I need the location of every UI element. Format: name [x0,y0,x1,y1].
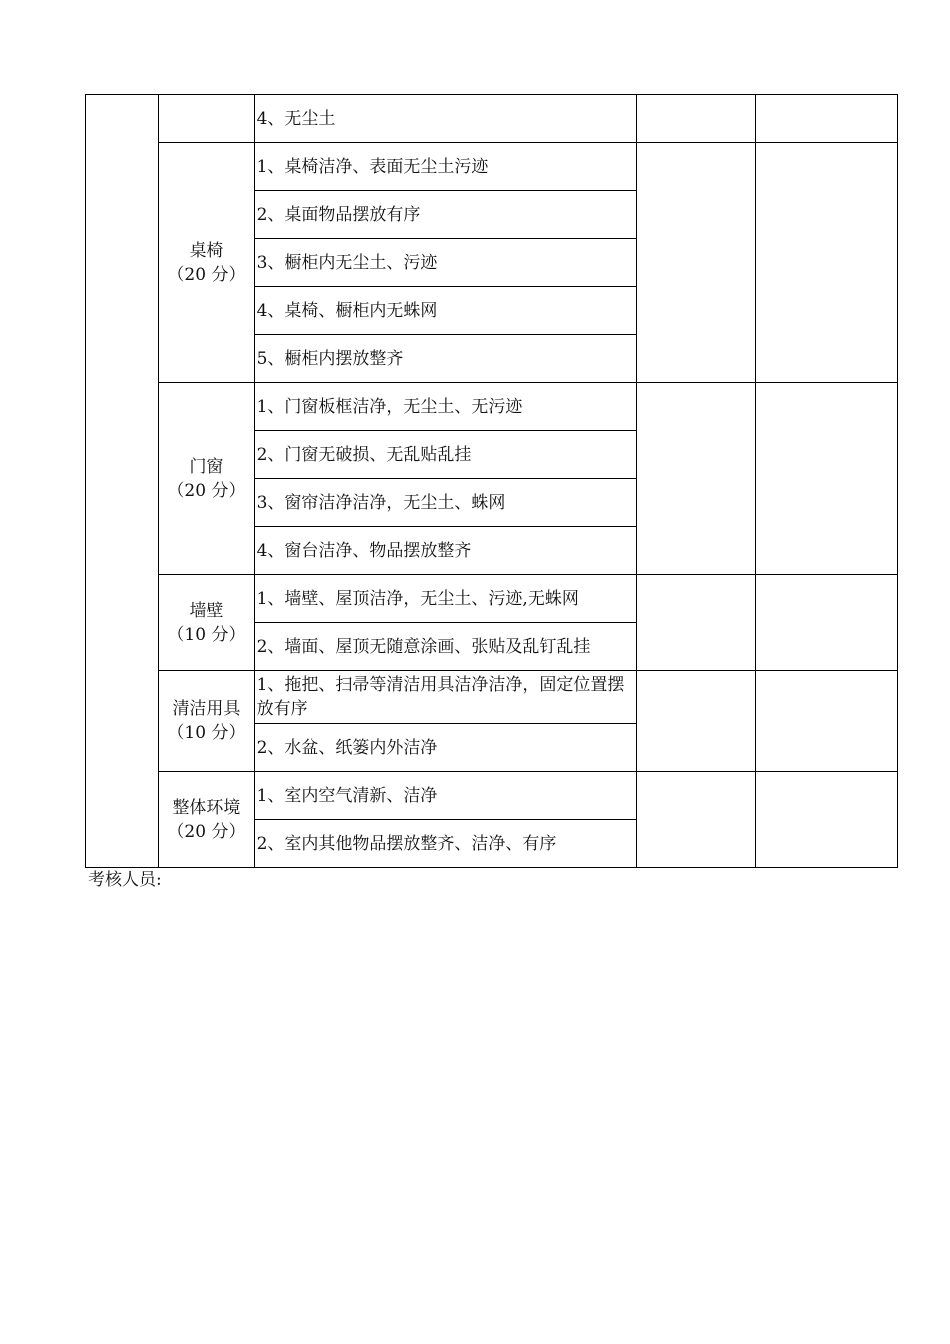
remark-cell [756,772,898,868]
criteria-item: 1、桌椅洁净、表面无尘土污迹 [254,143,636,191]
score-cell [637,383,756,575]
criteria-item: 2、门窗无破损、无乱贴乱挂 [254,431,636,479]
category-score: （20 分） [167,480,246,501]
evaluation-sheet [85,94,898,868]
hygiene-evaluation-table [85,94,898,868]
criteria-item: 3、橱柜内无尘土、污迹 [254,239,636,287]
category-cell-wall [159,575,254,671]
category-score: （10 分） [167,723,246,743]
criteria-item: 2、墙面、屋顶无随意涂画、张贴及乱钉乱挂 [254,623,636,671]
criteria-item: 1、门窗板框洁净，无尘土、无污迹 [254,383,636,431]
criteria-item: 2、桌面物品摆放有序 [254,191,636,239]
criteria-item: 4、无尘土 [254,95,636,143]
section-cell [86,95,159,868]
score-cell [637,575,756,671]
category-score: （20 分） [167,821,246,842]
remark-cell [756,95,898,143]
remark-cell [756,383,898,575]
table-row [86,95,898,143]
category-name: 门窗 [189,456,224,477]
score-cell [637,772,756,868]
category-score: （20 分） [167,264,246,285]
score-cell [637,143,756,383]
criteria-item: 2、水盆、纸篓内外洁净 [254,724,636,772]
criteria-item: 4、桌椅、橱柜内无蛛网 [254,287,636,335]
category-name: 墙壁 [189,600,224,621]
category-cell-door-window [159,383,254,575]
score-cell [637,95,756,143]
criteria-item: 1、室内空气清新、洁净 [254,772,636,820]
table-row [86,143,898,191]
assessor-label: 考核人员: [88,870,162,890]
table-row [86,671,898,724]
criteria-item: 2、室内其他物品摆放整齐、洁净、有序 [254,820,636,868]
category-name: 桌椅 [189,240,224,261]
category-cell-cleaning-tools [159,671,254,772]
table-row [86,383,898,431]
criteria-item: 5、橱柜内摆放整齐 [254,335,636,383]
category-name: 整体环境 [172,797,241,818]
category-cell-overall-environment [159,772,254,868]
table-row [86,575,898,623]
criteria-item: 3、窗帘洁净洁净，无尘土、蛛网 [254,479,636,527]
remark-cell [756,143,898,383]
criteria-item: 4、窗台洁净、物品摆放整齐 [254,527,636,575]
remark-cell [756,671,898,772]
category-name: 清洁用具 [172,699,241,719]
criteria-item: 1、墙壁、屋顶洁净，无尘土、污迹,无蛛网 [254,575,636,623]
criteria-item: 1、拖把、扫帚等清洁用具洁净洁净，固定位置摆放有序 [254,671,636,724]
category-score: （10 分） [167,624,246,645]
category-cell-empty [159,95,254,143]
category-cell-desk-chair [159,143,254,383]
score-cell [637,671,756,772]
remark-cell [756,575,898,671]
table-row [86,772,898,820]
